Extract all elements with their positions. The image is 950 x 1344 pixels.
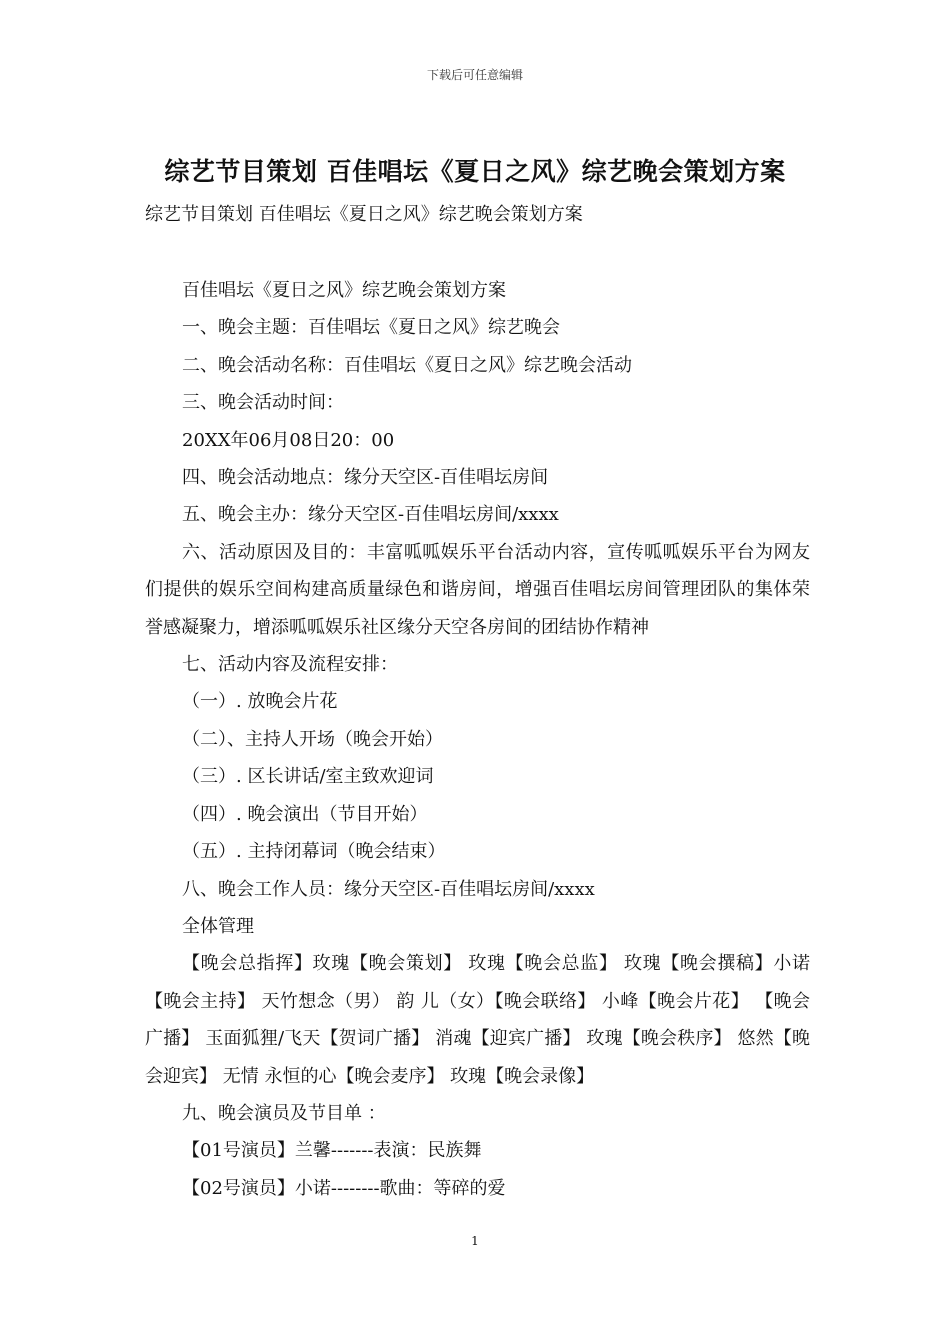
body-line: （三）. 区长讲话/室主致欢迎词 xyxy=(182,766,434,788)
body-line: 七、活动内容及流程安排： xyxy=(182,654,398,676)
page-number: 1 xyxy=(471,1234,479,1248)
staff-paragraph: 【晚会总指挥】玫瑰【晚会策划】 玫瑰【晚会总监】 玫瑰【晚会撰稿】小诺 【晚会主持】 天竹想念（男） 韵 儿（女）【晚会联络】 小峰【晚会片花】 【晚会广播】 玉面狐狸/飞天【贺词广播】 消魂【迎宾广播】 玫瑰【晚会秩序】 悠然【晚会迎宾】 无情 永恒的心【晚会麦序】 玫瑰【晚会录像】 xyxy=(145,953,810,1087)
header-note: 下载后可任意编辑 xyxy=(426,68,523,82)
body-line: 全体管理 xyxy=(182,915,254,937)
body-line: （二）、主持人开场（晚会开始） xyxy=(182,728,443,750)
body-line: 【01号演员】兰馨-------表演：民族舞 xyxy=(182,1140,482,1162)
body-line: 八、晚会工作人员：缘分天空区-百佳唱坛房间/xxxx xyxy=(182,878,595,900)
body-line: 四、晚会活动地点：缘分天空区-百佳唱坛房间 xyxy=(182,467,549,489)
body-line: 九、晚会演员及节目单 ： xyxy=(182,1102,386,1124)
body-line: 三、晚会活动时间： xyxy=(182,392,344,414)
body-line: （四）. 晚会演出（节目开始） xyxy=(182,803,428,825)
body-line: 二、晚会活动名称：百佳唱坛《夏日之风》综艺晚会活动 xyxy=(182,354,632,376)
document-subtitle: 综艺节目策划 百佳唱坛《夏日之风》综艺晚会策划方案 xyxy=(145,204,583,225)
body-line: 五、晚会主办：缘分天空区-百佳唱坛房间/xxxx xyxy=(182,504,559,526)
document-title: 综艺节目策划 百佳唱坛《夏日之风》综艺晚会策划方案 xyxy=(164,157,786,186)
body-line: 一、晚会主题：百佳唱坛《夏日之风》综艺晚会 xyxy=(182,317,560,339)
body-line: （一）. 放晚会片花 xyxy=(182,691,338,713)
purpose-paragraph: 六、活动原因及目的：丰富呱呱娱乐平台活动内容，宣传呱呱娱乐平台为网友们提供的娱乐空间构建高质量绿色和谐房间，增强百佳唱坛房间管理团队的集体荣誉感凝聚力，增添呱呱娱乐社区缘分天空各房间的团结协作精神 xyxy=(145,541,810,638)
body-line: （五）. 主持闭幕词（晚会结束） xyxy=(182,841,446,863)
body-line: 百佳唱坛《夏日之风》综艺晚会策划方案 xyxy=(182,280,506,301)
body-line: 20XX年06月08日20：00 xyxy=(182,429,395,451)
document-body xyxy=(145,272,810,1207)
body-line: 【02号演员】小诺--------歌曲：等碎的爱 xyxy=(182,1177,506,1199)
